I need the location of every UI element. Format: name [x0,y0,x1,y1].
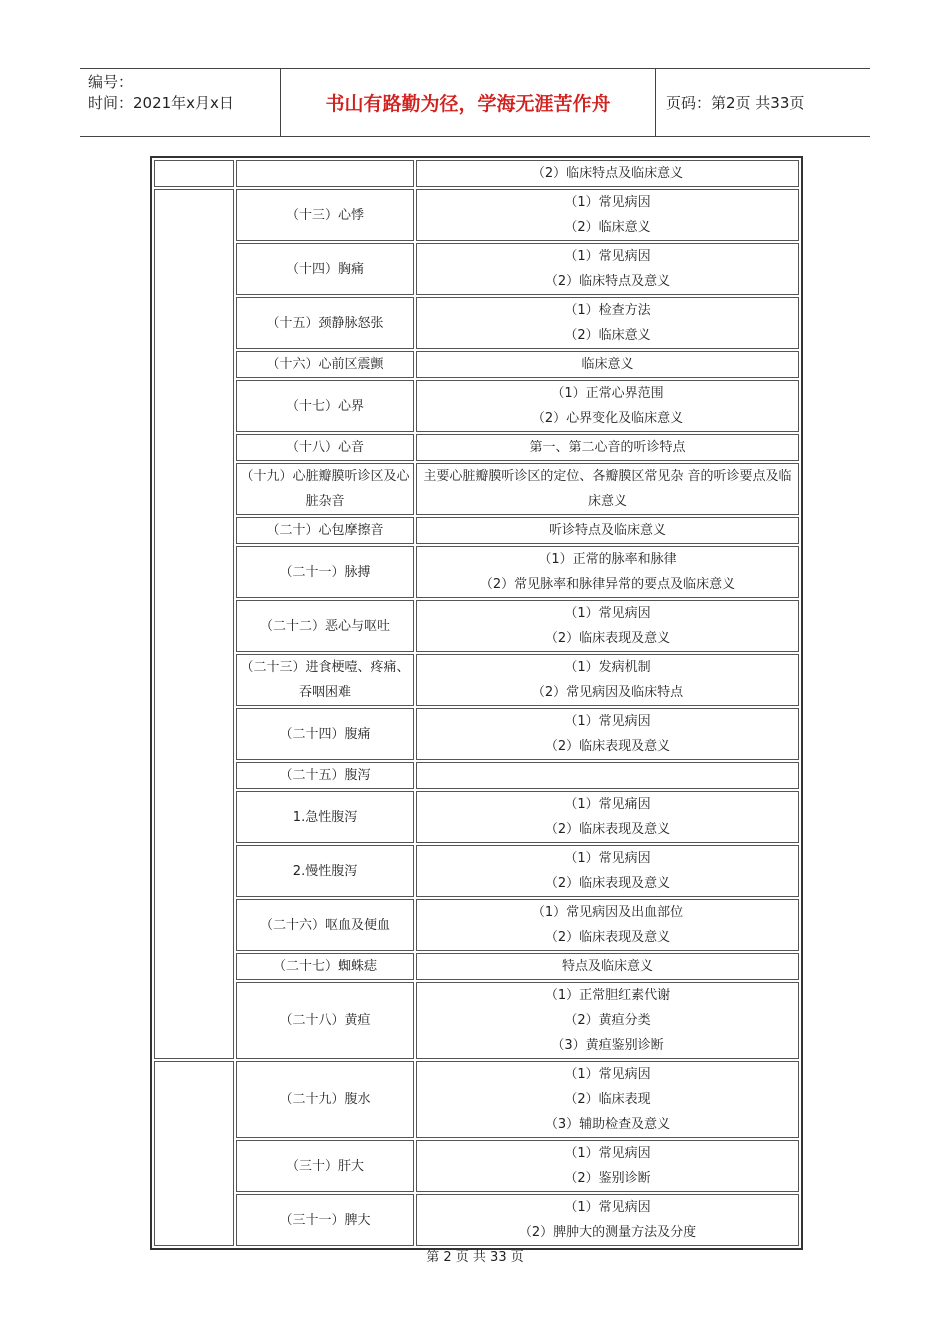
table-row [154,243,799,295]
item-cell: （二十四）腹痛 [236,708,414,760]
content-line: （2）黄疸分类 [564,1013,651,1028]
content-line: （1）常见病因 [564,195,651,210]
item-cell: （二十八）黄疸 [236,982,414,1059]
table-row [154,791,799,843]
content-line: （1）常见病因 [564,1200,651,1215]
item-cell: 1.急性腹泻 [236,791,414,843]
content-cell [416,899,799,951]
content-cell [416,463,799,515]
content-line: （1）常见病因 [564,1146,651,1161]
content-line: （1）正常胆红素代谢 [544,988,671,1003]
content-line: （2）临床表现及意义 [544,631,671,646]
item-cell: （二十三）进食梗噎、疼痛、吞咽困难 [236,654,414,706]
item-cell: （二十二）恶心与呕吐 [236,600,414,652]
item-cell: （十九）心脏瓣膜听诊区及心脏杂音 [236,463,414,515]
table-row [154,380,799,432]
table-row [154,1140,799,1192]
content-line: （1）常见病因 [564,851,651,866]
content-cell [416,1140,799,1192]
content-line: （1）常见病因 [564,714,651,729]
item-cell: （十四）胸痛 [236,243,414,295]
content-cell [416,953,799,980]
item-cell: （十七）心界 [236,380,414,432]
syllabus-table [150,156,803,1250]
item-cell: （十六）心前区震颤 [236,351,414,378]
page-footer: 第 2 页 共 33 页 [426,1250,524,1265]
content-line: （2）临床表现及意义 [544,822,671,837]
table-row [154,189,799,241]
header-page-info: 页码：第2页 共33页 [666,94,805,112]
content-line: （1）检查方法 [564,303,651,318]
item-cell [236,160,414,187]
content-cell [416,600,799,652]
content-line: （2）临床表现 [564,1092,651,1107]
table-row [154,845,799,897]
content-cell [416,982,799,1059]
content-line: （1）发病机制 [564,660,651,675]
item-cell: （十三）心悸 [236,189,414,241]
content-cell [416,380,799,432]
content-line: （1）常见痛因 [564,797,651,812]
content-line: 临床意义 [581,357,634,372]
content-cell [416,351,799,378]
content-line: （2）鉴别诊断 [564,1171,651,1186]
content-line: （2）常见脉率和脉律异常的要点及临床意义 [479,577,736,592]
content-line: （1）正常的脉率和脉律 [538,552,677,567]
content-line: （2）临床特点及意义 [544,274,671,289]
item-cell: （二十九）腹水 [236,1061,414,1138]
number-label: 编号： [88,73,134,91]
content-line: （2）常见病因及临床特点 [531,685,684,700]
content-line: （1）常见病因 [564,606,651,621]
content-cell [416,762,799,789]
content-line: （2）临床意义 [564,328,651,343]
content-cell [416,517,799,544]
content-line: （2）临床表现及意义 [544,876,671,891]
header-motto: 书山有路勤为径，学海无涯苦作舟 [281,69,656,136]
category-cell [154,1061,234,1246]
content-line: （2）脾肿大的测量方法及分度 [518,1225,697,1240]
table-row [154,160,799,187]
table-row [154,1194,799,1246]
content-line: （2）临床表现及意义 [544,930,671,945]
item-cell: （二十）心包摩擦音 [236,517,414,544]
content-cell [416,1061,799,1138]
table-row [154,517,799,544]
table-row [154,434,799,461]
content-cell [416,434,799,461]
content-cell [416,654,799,706]
table-row [154,351,799,378]
table-row [154,546,799,598]
table-row [154,953,799,980]
category-cell [154,160,234,187]
table-row [154,297,799,349]
content-line: （3）黄疸鉴别诊断 [551,1038,664,1053]
item-cell: （二十一）脉搏 [236,546,414,598]
content-line: （1）常见病因 [564,249,651,264]
item-cell: 2.慢性腹泻 [236,845,414,897]
item-cell: （二十五）腹泻 [236,762,414,789]
item-cell: （三十）肝大 [236,1140,414,1192]
content-cell [416,845,799,897]
content-cell [416,189,799,241]
table-row [154,762,799,789]
item-cell: （十五）颈静脉怒张 [236,297,414,349]
content-line: （1）常见病因 [564,1067,651,1082]
page-header [80,68,870,137]
table-row [154,600,799,652]
item-cell: （二十六）呕血及便血 [236,899,414,951]
content-line: （3）辅助检查及意义 [544,1117,671,1132]
item-cell: （二十七）蜘蛛痣 [236,953,414,980]
table-row [154,708,799,760]
content-line: 第一、第二心音的听诊特点 [529,440,686,455]
content-cell [416,160,799,187]
item-cell: （三十一）脾大 [236,1194,414,1246]
category-cell [154,189,234,1059]
content-cell [416,791,799,843]
content-cell [416,297,799,349]
content-cell [416,546,799,598]
header-meta [80,69,281,136]
item-cell: （十八）心音 [236,434,414,461]
content-line: （2）临床特点及临床意义 [531,166,684,181]
table-row [154,463,799,515]
content-line: 主要心脏瓣膜听诊区的定位、各瓣膜区常见杂 音的听诊要点及临床意义 [423,469,792,509]
content-cell [416,1194,799,1246]
time-label: 时间：2021年x月x日 [88,94,234,112]
table-row [154,982,799,1059]
syllabus-table-body [154,160,799,1246]
content-cell [416,708,799,760]
content-line: （2）临床意义 [564,220,651,235]
content-cell [416,243,799,295]
content-line: （2）临床表现及意义 [544,739,671,754]
table-row [154,1061,799,1138]
table-row [154,654,799,706]
content-line: 特点及临床意义 [561,959,653,974]
content-line: （1）常见病因及出血部位 [531,905,684,920]
content-line: 听诊特点及临床意义 [548,523,666,538]
table-row [154,899,799,951]
content-line: （1）正常心界范围 [551,386,664,401]
content-line: （2）心界变化及临床意义 [531,411,684,426]
